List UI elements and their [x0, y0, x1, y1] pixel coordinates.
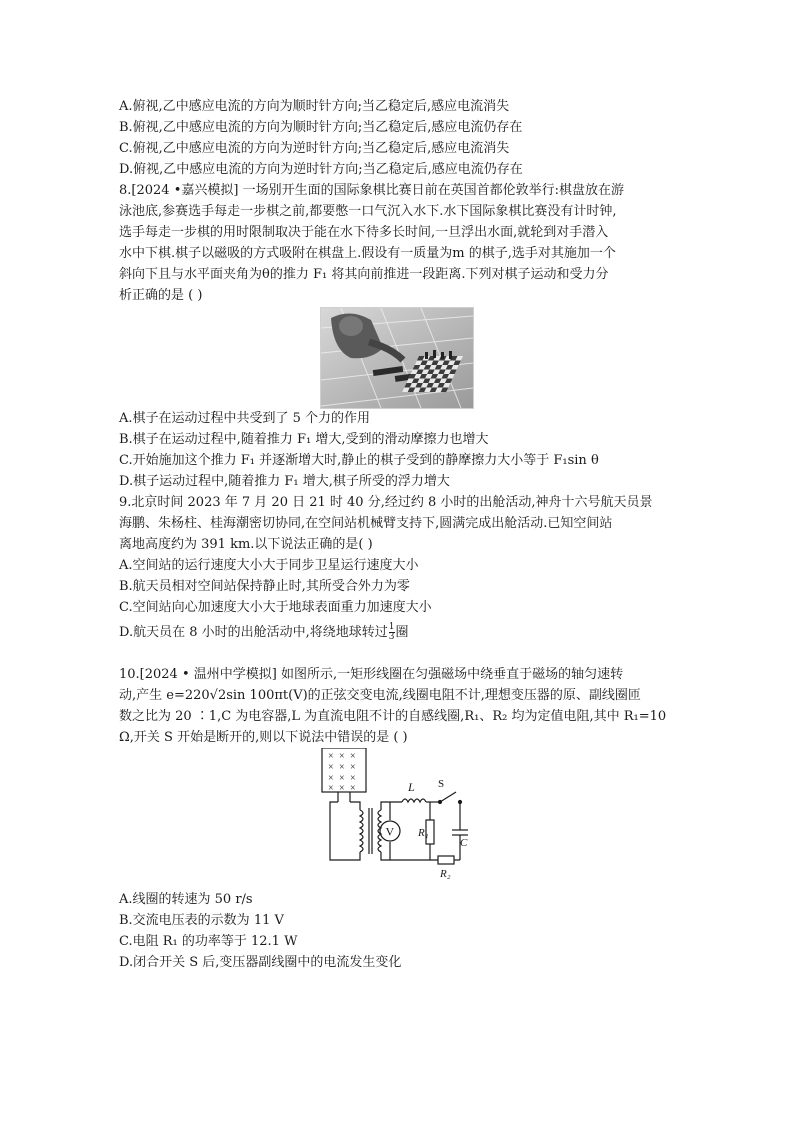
svg-text:×: × — [350, 773, 356, 784]
svg-text:×: × — [328, 751, 334, 762]
secondary-wire-top — [381, 802, 402, 810]
q10-stem-line: Ω,开关 S 开始是断开的,则以下说法中错误的是 ( ) — [119, 730, 408, 745]
capacitor-label: C — [460, 837, 468, 849]
q10-stem-line: 数之比为 20 ∶1,C 为电容器,L 为直流电阻不计的自感线圈,R₁、R₂ 均为定值电阻,其中 R₁=10 — [119, 709, 667, 724]
q9-stem-line: 离地高度约为 391 km.以下说法正确的是( ) — [119, 537, 373, 552]
inductor-label: L — [408, 780, 415, 794]
magnetic-field-box — [322, 748, 366, 794]
svg-text:×: × — [339, 751, 345, 762]
svg-text:×: × — [339, 773, 345, 784]
q8-stem-line: 泳池底,参赛选手每走一步棋之前,都要憋一口气沉入水下.水下国际象棋比赛没有计时钟, — [119, 204, 617, 219]
switch-label: S — [438, 778, 445, 790]
switch-S — [440, 792, 456, 802]
resistor-R2 — [438, 856, 454, 864]
q7-option-c: C.俯视,乙中感应电流的方向为逆时针方向;当乙稳定后,感应电流消失 — [119, 141, 510, 156]
underwater-chess-photo — [320, 307, 474, 409]
r1-label: R₁ — [418, 827, 429, 839]
svg-text:×: × — [350, 783, 356, 794]
svg-text:×: × — [350, 762, 356, 773]
q8-option-b: B.棋子在运动过程中,随着推力 F₁ 增大,受到的滑动摩擦力也增大 — [119, 432, 489, 447]
q10-option-d: D.闭合开关 S 后,变压器副线圈中的电流发生变化 — [119, 955, 402, 970]
q8-stem-line: 8.[2024 •嘉兴模拟] 一场别开生面的国际象棋比赛日前在英国首都伦敦举行:棋盘放在游 — [119, 183, 624, 198]
svg-text:×: × — [328, 773, 334, 784]
svg-text:×: × — [328, 783, 334, 794]
q7-option-d: D.俯视,乙中感应电流的方向为逆时针方向;当乙稳定后,感应电流仍存在 — [119, 162, 523, 177]
q9-option-b: B.航天员相对空间站保持静止时,其所受合外力为零 — [119, 579, 410, 594]
q7-option-b: B.俯视,乙中感应电流的方向为顺时针方向;当乙稳定后,感应电流仍存在 — [119, 120, 523, 135]
q9-option-c: C.空间站向心加速度大小大于地球表面重力加速度大小 — [119, 600, 432, 615]
q8-stem-line: 选手每走一步棋的用时限制取决于能在水下待多长时间,一旦浮出水面,就轮到对手潜入 — [119, 225, 609, 240]
secondary-wire-bottom — [381, 852, 402, 860]
q9-option-d-text: D.航天员在 8 小时的出舱活动中,将绕地球转过 — [119, 625, 388, 640]
q9-option-d-unit: 圈 — [395, 625, 409, 640]
q8-option-c: C.开始施加这个推力 F₁ 并逐渐增大时,静止的棋子受到的静摩擦力大小等于 F₁sin θ — [119, 453, 599, 468]
svg-text:×: × — [328, 762, 334, 773]
q9-option-d — [119, 623, 409, 643]
q10-stem-line: 动,产生 e=220√2sin 100πt(V)的正弦交变电流,线圈电阻不计,理想变压器的原、副线圈匝 — [119, 688, 641, 703]
q8-option-a: A.棋子在运动过程中共受到了 5 个力的作用 — [119, 411, 371, 426]
q8-stem-line: 水中下棋.棋子以磁吸的方式吸附在棋盘上.假设有一质量为m 的棋子,选手对其施加一个 — [119, 246, 616, 261]
primary-coil — [360, 810, 363, 852]
primary-wire-top — [350, 802, 360, 810]
transformer-circuit-diagram — [320, 748, 468, 880]
q8-stem-line: 析正确的是 ( ) — [119, 288, 203, 303]
q7-option-a: A.俯视,乙中感应电流的方向为顺时针方向;当乙稳定后,感应电流消失 — [119, 99, 510, 114]
q10-option-b: B.交流电压表的示数为 11 V — [119, 913, 284, 928]
q10-option-c: C.电阻 R₁ 的功率等于 12.1 W — [119, 934, 298, 949]
voltmeter-label: V — [385, 824, 395, 839]
primary-wire-left — [330, 802, 360, 860]
svg-text:×: × — [339, 762, 345, 773]
svg-text:×: × — [339, 783, 345, 794]
underwater-chess-illustration — [321, 308, 473, 408]
q8-option-d: D.棋子运动过程中,随着推力 F₁ 增大,棋子所受的浮力增大 — [119, 474, 450, 489]
q9-option-a: A.空间站的运行速度大小大于同步卫星运行速度大小 — [119, 558, 419, 573]
r2-label: R₂ — [440, 868, 451, 880]
inductor-L — [402, 799, 426, 802]
q8-stem-line: 斜向下且与水平面夹角为θ的推力 F₁ 将其向前推进一段距离.下列对棋子运动和受力分 — [119, 267, 609, 282]
q10-option-a: A.线圈的转速为 50 r/s — [119, 892, 253, 907]
q9-stem-line: 9.北京时间 2023 年 7 月 20 日 21 时 40 分,经过约 8 小时的出舱活动,神舟十六号航天员景 — [119, 495, 653, 510]
q9-stem-line: 海鹏、朱杨柱、桂海潮密切协同,在空间站机械臂支持下,圆满完成出舱活动.已知空间站 — [119, 516, 613, 531]
fraction-one-third: $\frac{1}{3}$ — [388, 622, 395, 642]
svg-text:×: × — [350, 751, 356, 762]
q10-stem-line: 10.[2024 • 温州中学模拟] 如图所示,一矩形线圈在匀强磁场中绕垂直于磁场的轴匀速转 — [119, 667, 624, 682]
